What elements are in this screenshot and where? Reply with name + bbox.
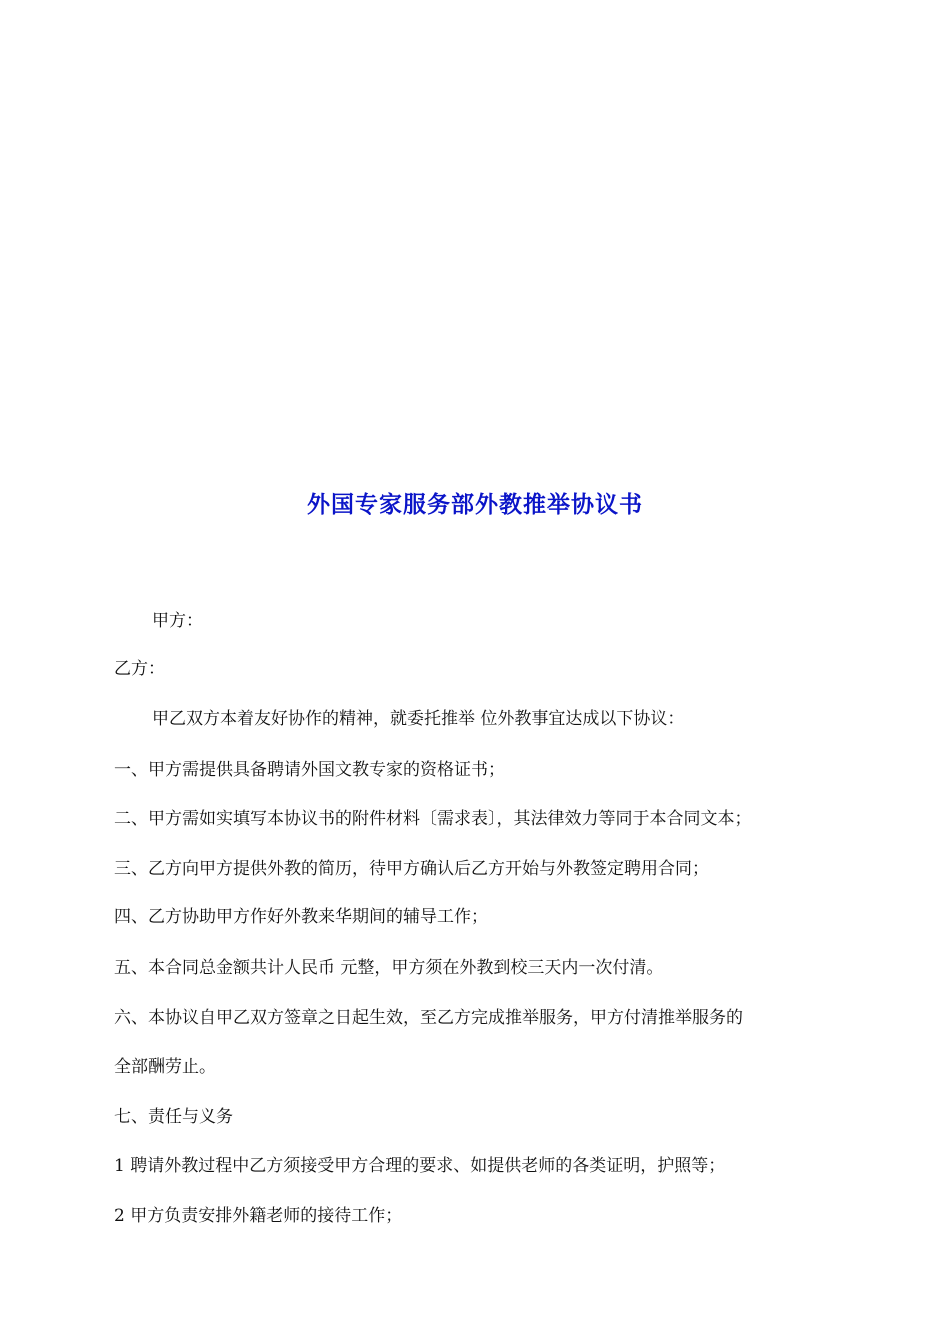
clause-3: 三、乙方向甲方提供外教的简历，待甲方确认后乙方开始与外教签定聘用合同；	[114, 859, 709, 879]
clause-7-item-2: 2 甲方负责安排外籍老师的接待工作；	[114, 1206, 403, 1226]
clause-4: 四、乙方协助甲方作好外教来华期间的辅导工作；	[114, 907, 488, 927]
clause-7-heading: 七、责任与义务	[114, 1107, 233, 1127]
clause-2: 二、甲方需如实填写本协议书的附件材料〔需求表〕，其法律效力等同于本合同文本；	[114, 809, 752, 829]
clause-1: 一、甲方需提供具备聘请外国文教专家的资格证书；	[114, 760, 505, 780]
clause-5: 五、本合同总金额共计人民币 元整，甲方须在外教到校三天内一次付清。	[114, 958, 664, 978]
clause-7-item-1: 1 聘请外教过程中乙方须接受甲方合理的要求、如提供老师的各类证明，护照等；	[114, 1156, 726, 1176]
party-a-line: 甲方：	[152, 611, 203, 631]
clause-6-continued: 全部酬劳止。	[114, 1057, 216, 1077]
party-b-line: 乙方：	[114, 659, 165, 679]
preamble-paragraph: 甲乙双方本着友好协作的精神，就委托推举 位外教事宜达成以下协议：	[152, 709, 685, 729]
clause-6: 六、本协议自甲乙双方签章之日起生效，至乙方完成推举服务，甲方付清推举服务的	[114, 1008, 743, 1028]
document-title: 外国专家服务部外教推举协议书	[307, 492, 643, 518]
